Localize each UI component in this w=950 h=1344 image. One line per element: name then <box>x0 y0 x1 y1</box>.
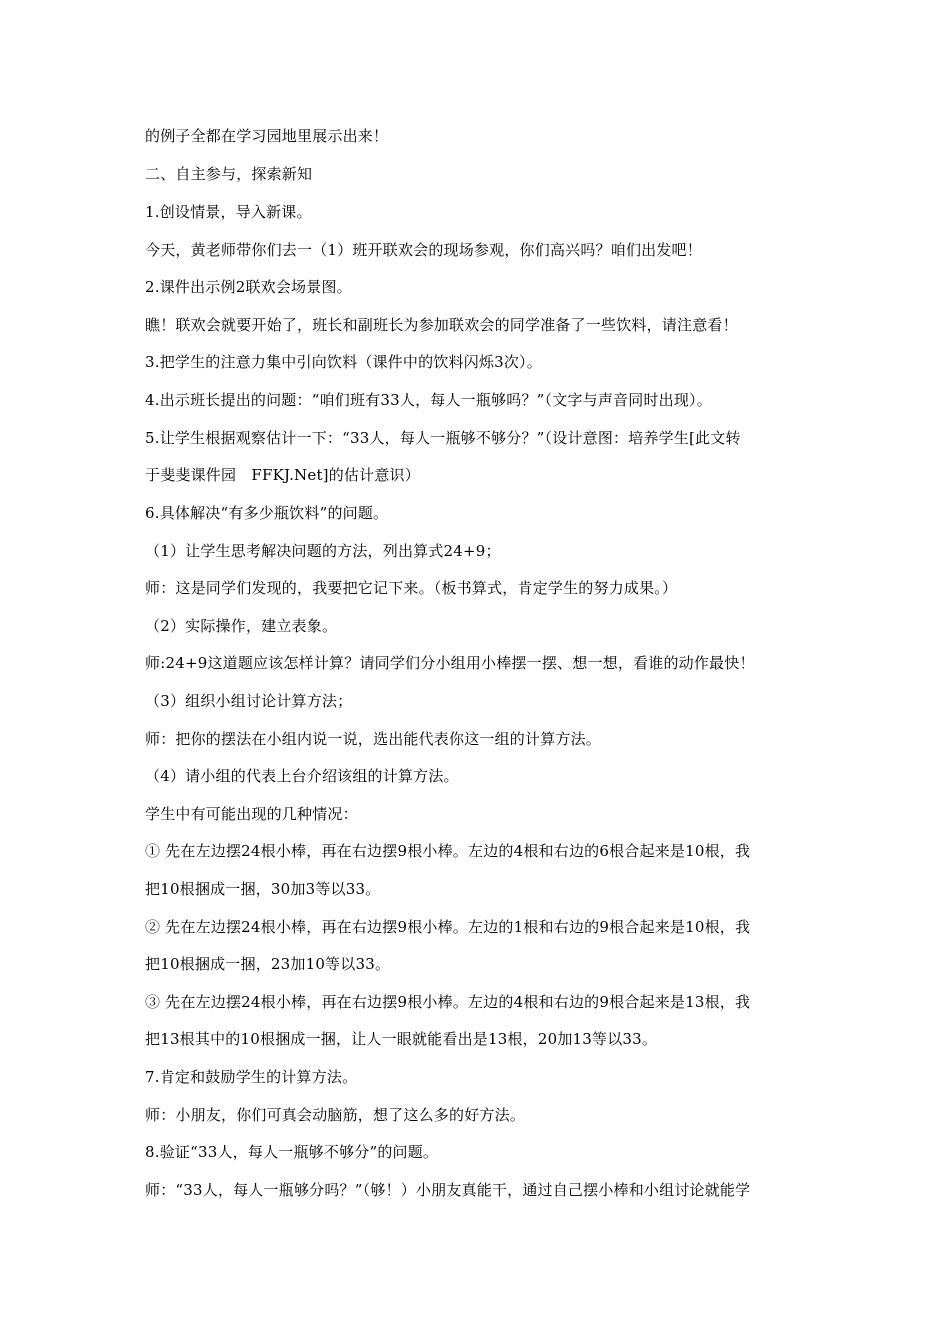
text-line: 瞧！联欢会就要开始了，班长和副班长为参加联欢会的同学准备了一些饮料，请注意看！ <box>145 316 738 334</box>
step-heading: 8.验证“33人，每人一瓶够不够分”的问题。 <box>145 1143 439 1161</box>
step-heading: 5.让学生根据观察估计一下：“33人，每人一瓶够不够分？”（设计意图：培养学生[此文转 <box>145 429 741 447</box>
text-line: 把13根其中的10根捆成一捆，让人一眼就能看出是13根，20加13等以33。 <box>145 1030 658 1048</box>
step-heading: 2.课件出示例2联欢会场景图。 <box>145 278 352 296</box>
text-line: ① 先在左边摆24根小棒，再在右边摆9根小棒。左边的4根和右边的6根合起来是10根，我 <box>145 842 751 860</box>
section-heading: 二、自主参与，探索新知 <box>145 165 313 183</box>
text-line: 的例子全都在学习园地里展示出来！ <box>145 127 389 145</box>
text-line: （3）组织小组讨论计算方法； <box>145 692 353 710</box>
step-heading: 7.肯定和鼓励学生的计算方法。 <box>145 1068 358 1086</box>
text-line: （2）实际操作，建立表象。 <box>145 617 338 635</box>
text-line: 师：小朋友，你们可真会动脑筋，想了这么多的好方法。 <box>145 1106 526 1124</box>
text-line: 于斐斐课件园 FFKJ.Net]的估计意识） <box>145 466 420 484</box>
text-line: 师：把你的摆法在小组内说一说，选出能代表你这一组的计算方法。 <box>145 730 602 748</box>
step-heading: 6.具体解决“有多少瓶饮料”的问题。 <box>145 504 389 522</box>
text-line: ② 先在左边摆24根小棒，再在右边摆9根小棒。左边的1根和右边的9根合起来是10根，我 <box>145 918 751 936</box>
text-line: （1）让学生思考解决问题的方法，列出算式24+9； <box>145 542 501 560</box>
step-heading: 3.把学生的注意力集中引向饮料（课件中的饮料闪烁3次）。 <box>145 353 542 371</box>
text-line: 今天，黄老师带你们去一（1）班开联欢会的现场参观，你们高兴吗？咱们出发吧！ <box>145 241 702 259</box>
text-line: （4）请小组的代表上台介绍该组的计算方法。 <box>145 767 459 785</box>
text-line: 师：“33人，每人一瓶够分吗？”（够！）小朋友真能干，通过自己摆小棒和小组讨论就能学 <box>145 1181 751 1199</box>
step-heading: 1.创设情景，导入新课。 <box>145 203 312 221</box>
text-line: ③ 先在左边摆24根小棒，再在右边摆9根小棒。左边的4根和右边的9根合起来是13根，我 <box>145 993 751 1011</box>
text-line: 把10根捆成一捆，23加10等以33。 <box>145 955 391 973</box>
text-line: 师:24+9这道题应该怎样计算？请同学们分小组用小棒摆一摆、想一想，看谁的动作最快！ <box>145 654 755 672</box>
text-line: 学生中有可能出现的几种情况： <box>145 805 358 823</box>
text-line: 把10根捆成一捆，30加3等以33。 <box>145 880 381 898</box>
text-line: 师：这是同学们发现的，我要把它记下来。（板书算式，肯定学生的努力成果。） <box>145 579 678 597</box>
step-heading: 4.出示班长提出的问题：“咱们班有33人，每人一瓶够吗？”（文字与声音同时出现）。 <box>145 391 712 409</box>
